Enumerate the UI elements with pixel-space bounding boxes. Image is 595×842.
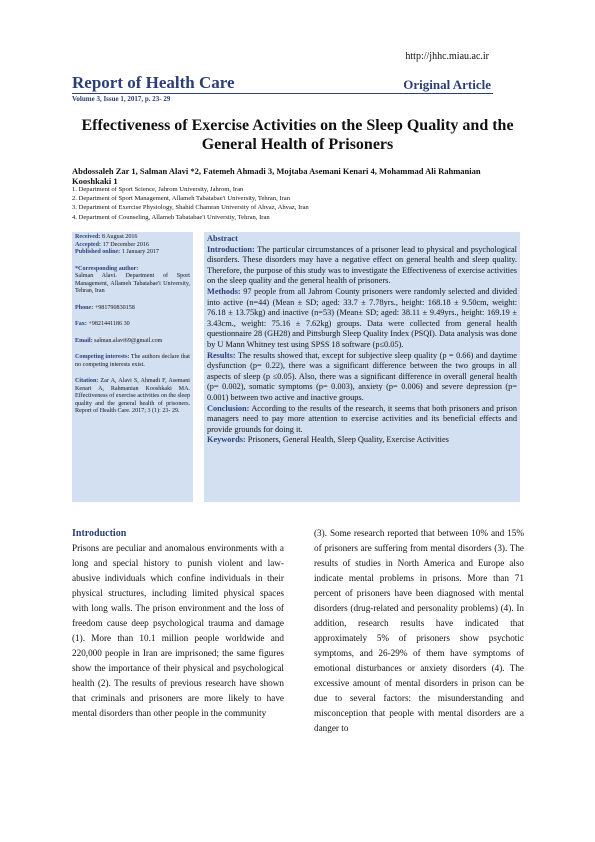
- abstract-methods: 97 people from all Jahrom County prisoners were randomly selected and divided into active (n=44) (Mean ± SD; aged: 33.7 ± 7.78yrs., height: 168.18 ± 9.50cm, weight: 76.18 ± 13.75kg) and inactive (n=53) (Mean± SD; aged: 38.11 ± 9.49yrs., height: 169.19 ± 3.43cm., weight: 75.16 ± 7.62kg) groups. Data were collected from general health questionnaire 28 (GH28) and Pittsburgh Sleep Quality Index (PSQI). Data analysis was done by U Mann Whitney test using SPSS 18 software (p≤0.05).: [207, 286, 517, 349]
- competing-label: Competing interests:: [75, 354, 130, 360]
- published-label: Published online:: [75, 249, 121, 255]
- abstract-intro-label: Introduction:: [207, 244, 255, 254]
- fax-label: Fax:: [75, 321, 87, 327]
- fax-value: +9821441186 30: [88, 321, 130, 327]
- received-label: Received:: [75, 234, 101, 240]
- phone-label: Phone:: [75, 304, 94, 311]
- body-paragraph: Prisons are peculiar and anomalous environments with a long and special history to punish violent and law-abusive individuals which confine individuals in their physical structures, including limited physical spaces with long walls. The prison environment and the loss of freedom cause deep psychological trauma and damage (1). More than 10.1 million people worldwide and 220,000 people in Iran are imprisoned; the same figures show the importance of their physical and psychological health (2). The results of previous research have shown that criminals and prisoners are more likely to have mental disorders than other people in the community: [72, 543, 284, 718]
- body-column-right: [314, 526, 524, 736]
- abstract-conclusion-label: Conclusion:: [207, 403, 250, 413]
- article-type: Original Article: [403, 77, 491, 92]
- affiliation: 3. Department of Exercise Physiology, Shahid Chamran University of Ahvaz, Ahvaz, Iran: [72, 204, 309, 212]
- body-paragraph: (3). Some research reported that between 10% and 15% of prisoners are suffering from mental disorders (3). The results of studies in North America and Europe also indicate mental problems in prisons. More than 71 percent of prisoners have been diagnosed with mental disorders (drug-related and personality problems) (4). In addition, research results have indicated that approximately 5% of prisoners show psychotic symptoms, and 26-29% of them have symptoms of emotional disturbances or anxiety disorders (4). The excessive amount of mental disorders in prison can be due to several factors: the misunderstanding and misconception that people with mental disorders are a danger to: [314, 528, 524, 733]
- abstract-intro: The particular circumstances of a prisoner lead to physical and psychological disorders. These disorders may have a negative effect on general health and sleep quality. Therefore, the purpose of this study was to investigate the Effectiveness of exercise activities on the sleep quality and the general health of prisoners.: [207, 244, 517, 286]
- abstract-results: The results showed that, except for subjective sleep quality (p = 0.66) and daytime dysfunction (p= 0.22), there was a significant difference between the two groups in all aspects of sleep (p ≤0.05). Also, there was a significant difference in overall general health (p= 0.002), somatic symptoms (p= 0.003), anxiety (p= 0.006) and severe depression (p= 0.001) between two active and inactive groups.: [207, 350, 517, 402]
- keywords-label: Keywords:: [207, 435, 246, 445]
- header-rule: [72, 93, 493, 94]
- affiliation: 4. Department of Counseling, Allameh Tabatabae'i University, Tehran, Iran: [72, 213, 270, 221]
- abstract-conclusion: According to the results of the research, it seems that both prisoners and prison managers need to pay more attention to exercise activities and its beneficial effects and provide grounds for doing it.: [207, 403, 517, 434]
- accepted-date: 17 December 2016: [102, 241, 149, 248]
- affiliation: 1. Department of Sport Science, Jahrom University, Jahrom, Iran: [72, 186, 244, 193]
- citation-label: Citation:: [75, 378, 99, 384]
- article-info-box: [72, 232, 193, 502]
- abstract-heading: Abstract: [207, 234, 238, 243]
- journal-name: Report of Health Care: [72, 73, 235, 92]
- abstract-methods-label: Methods:: [207, 286, 241, 296]
- keywords: Prisoners, General Health, Sleep Quality, Exercise Activities: [247, 435, 449, 445]
- author-list: Abdossaleh Zar 1, Salman Alavi *2, Fatemeh Ahmadi 3, Mojtaba Asemani Kenari 4, Mohammad Ali Rahmanian Kooshkaki 1: [72, 166, 481, 186]
- article-title: Effectiveness of Exercise Activities on the Sleep Quality and the General Health of Prisoners: [81, 117, 514, 153]
- abstract-box: [204, 232, 520, 502]
- introduction-heading: Introduction: [72, 528, 127, 539]
- email-link[interactable]: salman.alavi69@gmail.com: [94, 337, 163, 344]
- affiliations: [72, 185, 512, 222]
- published-date: 1 January 2017: [121, 249, 159, 255]
- abstract-results-label: Results:: [207, 350, 236, 360]
- competing-text: The authors declare that no competing interests exist.: [75, 354, 190, 368]
- journal-url[interactable]: http://jhhc.miau.ac.ir: [405, 51, 489, 62]
- citation-text: Zar A, Alavi S, Ahmadi F, Asemani Kenari A, Rahmanian Kooshkaki MA. Effectiveness of exercise activities on the sleep quality and the general health of prisoners. Report of Health Care. 2017; 3 (1): 23- 29.: [75, 378, 190, 414]
- received-date: 8 August 2016: [101, 234, 138, 240]
- affiliation: 2. Department of Sport Management, Allameh Tabatabae'i University, Tehran, Iran: [72, 195, 291, 203]
- phone-value: +981790830158: [94, 304, 135, 311]
- body-column-left: [72, 526, 284, 721]
- corresponding-label: *Corresponding author:: [75, 265, 139, 272]
- email-label: Email:: [75, 337, 93, 344]
- volume-line: Volume 3, Issue 1, 2017, p. 23- 29: [72, 95, 171, 103]
- accepted-label: Accepted:: [75, 241, 102, 248]
- corresponding-author: Salman Alavi. Department of Sport Management, Allameh Tabatabae'i University, Tehran, Iran: [75, 273, 190, 294]
